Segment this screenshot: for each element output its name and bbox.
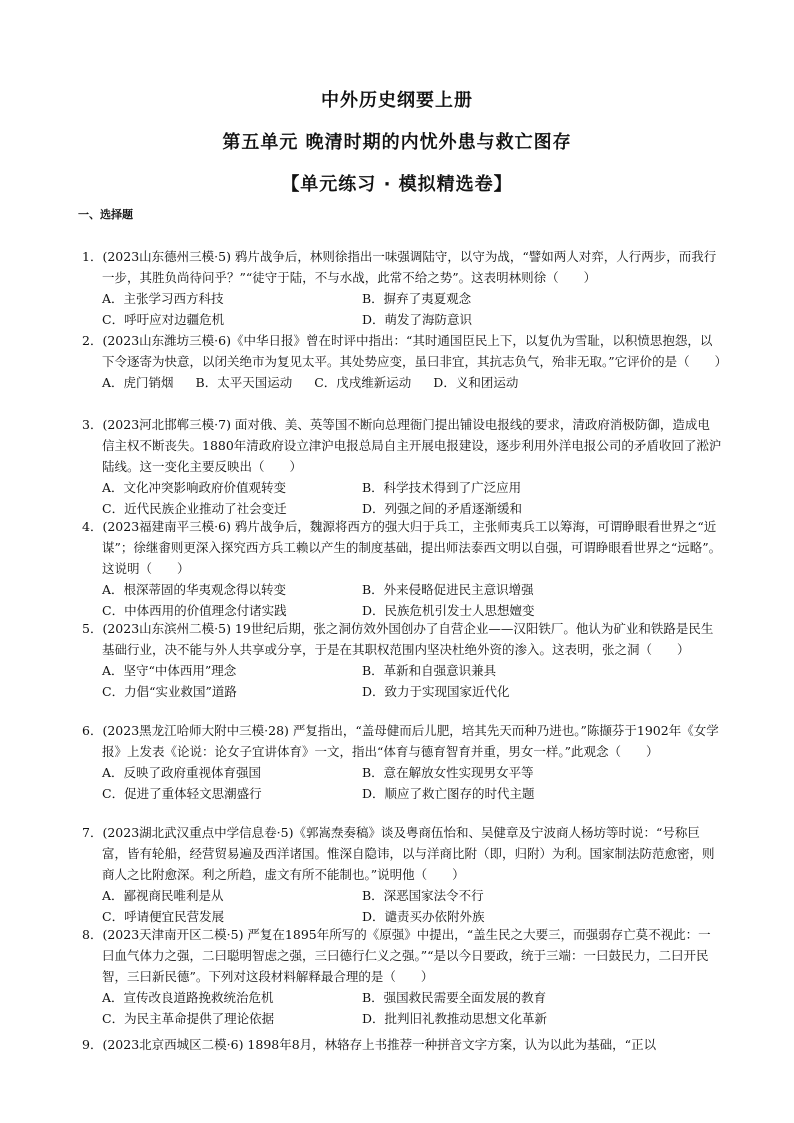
option-d: D．谴责买办依附外族	[362, 909, 485, 924]
option-c: C．呼吁应对边疆危机	[102, 312, 225, 327]
option-b: B．外来侵略促进民主意识增强	[362, 582, 534, 597]
question-stem: 2．(2023山东潍坊三模·6)《中华日报》曾在时评中指出：“其时通国臣民上下，以复仇为雪耻，以积愤思抱怨，以下令逐寄为快意，以闭关绝市为复见太平。其处势应变，虽曰非宜，其抗志负气，殆非无取。”它评价的是（ ）	[82, 333, 728, 369]
option-a: A．坚守“中体西用”理念	[102, 663, 237, 678]
option-d: D．列强之间的矛盾逐渐缓和	[362, 501, 523, 516]
option-c: C．为民主革命提供了理论依据	[102, 1011, 275, 1026]
options	[82, 372, 722, 393]
option-c: C．呼请便宜民营发展	[102, 909, 225, 924]
option-d: D．民族危机引发士人思想嬗变	[362, 603, 535, 618]
unit-title: 第五单元 晚清时期的内忧外患与救亡图存	[222, 132, 572, 153]
section-heading: 一、选择题	[78, 208, 133, 221]
question-2	[82, 330, 728, 393]
option-d: D．批判旧礼教推动思想文化革新	[362, 1011, 548, 1026]
option-c: C．促进了重体轻文思潮盛行	[102, 786, 262, 801]
question-4	[82, 516, 722, 621]
option-d: D．顺应了救亡图存的时代主题	[362, 786, 535, 801]
option-b: B．太平天国运动	[195, 375, 293, 390]
paper-title: 【单元练习 · 模拟精选卷】	[281, 174, 513, 195]
option-a: A．虎门销烟	[102, 375, 174, 390]
option-c: C．近代民族企业推动了社会变迁	[102, 501, 287, 516]
question-stem: 6．(2023黑龙江哈师大附中三模·28) 严复指出，“盖母健而后儿肥，培其先天而种乃进也。”陈撷芬于1902年《女学报》上发表《论说：论女子宜讲体育》一文，指出“体育与德育智育并重，男女一样。”此观念（ ）	[82, 723, 719, 759]
options	[82, 762, 722, 804]
option-c: C．中体西用的价值理念付诸实践	[102, 603, 287, 618]
option-c: C．力倡“实业救国”道路	[102, 684, 237, 699]
question-5	[82, 618, 722, 702]
question-stem: 7．(2023湖北武汉重点中学信息卷·5)《郭嵩焘奏稿》谈及粤商伍怡和、吴健章及宁波商人杨坊等时说：“号称巨富，皆有轮船，经营贸易遍及西洋诸国。惟深自隐讳，以与洋商比附（即，归附）为利。国家制法防范愈密，则商人之比附愈深。利之所趋，虚文有所不能制也。”说明他（ ）	[82, 825, 715, 882]
option-c: C．戊戌维新运动	[314, 375, 412, 390]
option-a: A．主张学习西方科技	[102, 291, 224, 306]
option-d: D．致力于实现国家近代化	[362, 684, 510, 699]
question-stem: 4．(2023福建南平三模·6) 鸦片战争后，魏源将西方的强大归于兵工，主张师夷兵工以筹海，可谓睁眼看世界之“近谋”；徐继畬则更深入探究西方兵工赖以产生的制度基础，提出师法泰西文明以自强，可谓睁眼看世界之“远略”。这说明（ ）	[82, 519, 722, 576]
option-a: A．宣传改良道路挽救统治危机	[102, 990, 274, 1005]
option-b: B．强国救民需要全面发展的教育	[362, 990, 547, 1005]
question-9	[82, 1034, 722, 1055]
options	[82, 885, 722, 927]
option-b: B．深恶国家法令不行	[362, 888, 484, 903]
option-a: A．根深蒂固的华夷观念得以转变	[102, 582, 287, 597]
option-b: B．科学技术得到了广泛应用	[362, 480, 522, 495]
question-stem: 3．(2023河北邯郸三模·7) 面对俄、美、英等国不断向总理衙门提出铺设电报线的要求，清政府消极防御，造成电信主权不断丧失。1880年清政府设立津沪电报总局自主开展电报建设，逐步利用外洋电报公司的矛盾收回了淞沪陆线。这一变化主要反映出（ ）	[82, 417, 722, 474]
question-stem: 5．(2023山东滨州二模·5) 19世纪后期，张之洞仿效外国创办了自营企业——汉阳铁厂。他认为矿业和铁路是民生基础行业，决不能与外人共享或分享，于是在其职权范围内坚决杜绝外资的渗入。这表明，张之洞（ ）	[82, 621, 714, 657]
options	[82, 660, 722, 702]
book-title: 中外历史纲要上册	[321, 90, 473, 111]
question-6	[82, 720, 722, 804]
option-d: D．义和团运动	[433, 375, 519, 390]
question-8	[82, 924, 722, 1029]
option-a: A．文化冲突影响政府价值观转变	[102, 480, 287, 495]
options	[82, 477, 722, 519]
options	[82, 288, 722, 330]
question-stem: 1．(2023山东德州三模·5) 鸦片战争后，林则徐指出一味强调陆守，以守为战，“譬如两人对弈，人行两步，而我行一步，其胜负尚待问乎？”“徒守于陆，不与水战，此常不给之势”。这表明林则徐（ ）	[82, 249, 717, 285]
question-7	[82, 822, 722, 927]
option-a: A．鄙视商民唯利是从	[102, 888, 224, 903]
options	[82, 579, 722, 621]
question-1	[82, 246, 722, 330]
question-stem: 8．(2023天津南开区二模·5) 严复在1895年所写的《原强》中提出，“盖生民之大要三，而强弱存亡莫不视此：一曰血气体力之强，二曰聪明智虑之强，三曰德行仁义之强。”“是以今日要政，统于三端：一曰鼓民力，二曰开民智，三曰新民德”。下列对这段材料解释最合理的是（ ）	[82, 927, 711, 984]
option-d: D．萌发了海防意识	[362, 312, 473, 327]
option-b: B．革新和自强意识兼具	[362, 663, 497, 678]
option-a: A．反映了政府重视体育强国	[102, 765, 262, 780]
options	[82, 987, 722, 1029]
option-b: B．摒弃了夷夏观念	[362, 291, 472, 306]
question-3	[82, 414, 722, 519]
option-b: B．意在解放女性实现男女平等	[362, 765, 534, 780]
question-stem: 9．(2023北京西城区二模·6) 1898年8月，林辂存上书推荐一种拼音文字方案，认为以此为基础，“正以	[82, 1037, 657, 1052]
